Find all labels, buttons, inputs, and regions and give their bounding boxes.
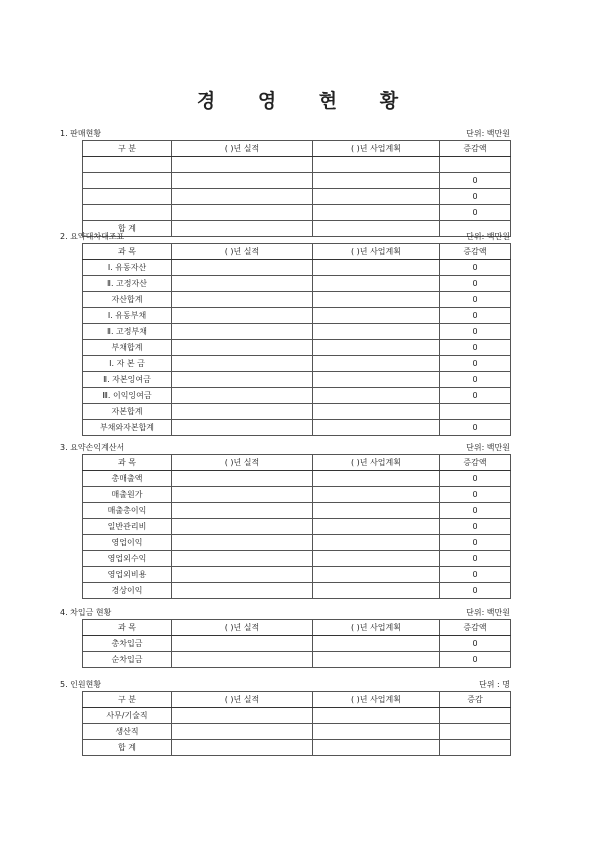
diff-cell: 0: [440, 551, 511, 567]
diff-cell: 0: [440, 292, 511, 308]
column-header: 구 분: [83, 692, 172, 708]
plan-cell[interactable]: [313, 276, 440, 292]
table-row: [83, 740, 511, 756]
actual-cell[interactable]: [172, 535, 313, 551]
row-label: 영업외수익: [83, 551, 172, 567]
plan-cell[interactable]: [313, 173, 440, 189]
row-label: 총차입금: [83, 636, 172, 652]
column-header: 과 목: [83, 620, 172, 636]
table-row: [83, 189, 511, 205]
table-row: [83, 157, 511, 173]
column-header: ( )년 실적: [172, 141, 313, 157]
actual-cell[interactable]: [172, 372, 313, 388]
diff-cell: [440, 724, 511, 740]
row-label: 매출총이익: [83, 503, 172, 519]
actual-cell[interactable]: [172, 567, 313, 583]
table-row: [83, 503, 511, 519]
plan-cell[interactable]: [313, 420, 440, 436]
table-row: [83, 487, 511, 503]
row-label: [83, 173, 172, 189]
actual-cell[interactable]: [172, 173, 313, 189]
table-row: [83, 551, 511, 567]
table-row: [83, 356, 511, 372]
plan-cell[interactable]: [313, 724, 440, 740]
plan-cell[interactable]: [313, 519, 440, 535]
section-unit: 단위: 백만원: [466, 129, 510, 138]
column-header: ( )년 사업계획: [313, 455, 440, 471]
section-title: 4. 차입금 현황: [60, 608, 112, 617]
table-header-row: [83, 620, 511, 636]
section-title: 2. 요약대차대조표: [60, 232, 125, 241]
table-header-row: [83, 141, 511, 157]
diff-cell: 0: [440, 487, 511, 503]
plan-cell[interactable]: [313, 260, 440, 276]
borrowings-status-table: [82, 619, 511, 668]
section-header: [60, 230, 510, 243]
plan-cell[interactable]: [313, 708, 440, 724]
diff-cell: 0: [440, 503, 511, 519]
table-row: [83, 388, 511, 404]
table-row: [83, 173, 511, 189]
column-header: 증감액: [440, 455, 511, 471]
diff-cell: 0: [440, 583, 511, 599]
row-label: 순차입금: [83, 652, 172, 668]
diff-cell: 0: [440, 388, 511, 404]
row-label: [83, 189, 172, 205]
plan-cell[interactable]: [313, 636, 440, 652]
table-header-row: [83, 455, 511, 471]
actual-cell[interactable]: [172, 189, 313, 205]
row-label: 총매출액: [83, 471, 172, 487]
diff-cell: [440, 157, 511, 173]
column-header: ( )년 사업계획: [313, 620, 440, 636]
diff-cell: [440, 708, 511, 724]
section-title: 5. 인원현황: [60, 680, 102, 689]
diff-cell: 0: [440, 189, 511, 205]
personnel-status-table: [82, 691, 511, 756]
actual-cell[interactable]: [172, 471, 313, 487]
column-header: ( )년 실적: [172, 455, 313, 471]
row-label: 부채와자본합계: [83, 420, 172, 436]
table-row: [83, 292, 511, 308]
row-label: 합 계: [83, 740, 172, 756]
diff-cell: 0: [440, 636, 511, 652]
plan-cell[interactable]: [313, 356, 440, 372]
actual-cell[interactable]: [172, 324, 313, 340]
row-label: 합 계: [83, 221, 172, 237]
section-unit: 단위: 백만원: [466, 443, 510, 452]
actual-cell[interactable]: [172, 356, 313, 372]
plan-cell[interactable]: [313, 205, 440, 221]
column-header: ( )년 실적: [172, 244, 313, 260]
row-label: [83, 157, 172, 173]
actual-cell[interactable]: [172, 157, 313, 173]
plan-cell[interactable]: [313, 372, 440, 388]
table-row: [83, 636, 511, 652]
row-label: 자본합계: [83, 404, 172, 420]
actual-cell[interactable]: [172, 503, 313, 519]
diff-cell: 0: [440, 260, 511, 276]
diff-cell: 0: [440, 308, 511, 324]
table-row: [83, 567, 511, 583]
plan-cell[interactable]: [313, 567, 440, 583]
table-row: [83, 708, 511, 724]
actual-cell[interactable]: [172, 652, 313, 668]
actual-cell[interactable]: [172, 260, 313, 276]
plan-cell[interactable]: [313, 292, 440, 308]
plan-cell[interactable]: [313, 535, 440, 551]
plan-cell[interactable]: [313, 652, 440, 668]
actual-cell[interactable]: [172, 404, 313, 420]
actual-cell[interactable]: [172, 551, 313, 567]
actual-cell[interactable]: [172, 420, 313, 436]
diff-cell: 0: [440, 535, 511, 551]
table-row: [83, 519, 511, 535]
section-unit: 단위: 백만원: [466, 608, 510, 617]
plan-cell[interactable]: [313, 487, 440, 503]
section-title: 3. 요약손익계산서: [60, 443, 125, 452]
actual-cell[interactable]: [172, 519, 313, 535]
diff-cell: 0: [440, 652, 511, 668]
table-row: [83, 652, 511, 668]
actual-cell[interactable]: [172, 740, 313, 756]
column-header: ( )년 사업계획: [313, 692, 440, 708]
plan-cell[interactable]: [313, 189, 440, 205]
table-row: [83, 583, 511, 599]
diff-cell: [440, 404, 511, 420]
plan-cell[interactable]: [313, 404, 440, 420]
table-row: [83, 535, 511, 551]
plan-cell[interactable]: [313, 157, 440, 173]
plan-cell[interactable]: [313, 324, 440, 340]
row-label: Ⅱ. 고정부채: [83, 324, 172, 340]
column-header: 과 목: [83, 244, 172, 260]
table-row: [83, 324, 511, 340]
actual-cell[interactable]: [172, 708, 313, 724]
section-header: [60, 127, 510, 140]
balance-sheet-section: [60, 230, 510, 436]
actual-cell[interactable]: [172, 308, 313, 324]
row-label: 부채합계: [83, 340, 172, 356]
table-row: [83, 205, 511, 221]
diff-cell: 0: [440, 519, 511, 535]
section-header: [60, 441, 510, 454]
column-header: 증감액: [440, 244, 511, 260]
diff-cell: 0: [440, 372, 511, 388]
row-label: 영업이익: [83, 535, 172, 551]
table-row: [83, 724, 511, 740]
personnel-status-section: [60, 678, 510, 756]
section-unit: 단위 : 명: [479, 680, 510, 689]
column-header: ( )년 사업계획: [313, 244, 440, 260]
diff-cell: 0: [440, 567, 511, 583]
plan-cell[interactable]: [313, 503, 440, 519]
balance-sheet-table: [82, 243, 511, 436]
row-label: 매출원가: [83, 487, 172, 503]
table-row: [83, 340, 511, 356]
table-row: [83, 372, 511, 388]
plan-cell[interactable]: [313, 471, 440, 487]
income-statement-section: [60, 441, 510, 599]
borrowings-status-section: [60, 606, 510, 668]
diff-cell: 0: [440, 276, 511, 292]
plan-cell[interactable]: [313, 583, 440, 599]
actual-cell[interactable]: [172, 292, 313, 308]
row-label: Ⅰ. 유동부채: [83, 308, 172, 324]
row-label: Ⅱ. 고정자산: [83, 276, 172, 292]
row-label: Ⅲ. 이익잉여금: [83, 388, 172, 404]
diff-cell: 0: [440, 471, 511, 487]
section-unit: 단위: 백만원: [466, 232, 510, 241]
actual-cell[interactable]: [172, 276, 313, 292]
table-row: [83, 420, 511, 436]
sales-status-table: [82, 140, 511, 237]
table-row: [83, 276, 511, 292]
column-header: ( )년 사업계획: [313, 141, 440, 157]
diff-cell: [440, 740, 511, 756]
actual-cell[interactable]: [172, 388, 313, 404]
actual-cell[interactable]: [172, 487, 313, 503]
diff-cell: 0: [440, 340, 511, 356]
column-header: 증감액: [440, 141, 511, 157]
section-title: 1. 판매현황: [60, 129, 102, 138]
plan-cell[interactable]: [313, 740, 440, 756]
row-label: [83, 205, 172, 221]
column-header: 증감: [440, 692, 511, 708]
column-header: ( )년 실적: [172, 620, 313, 636]
row-label: Ⅱ. 자본잉여금: [83, 372, 172, 388]
column-header: ( )년 실적: [172, 692, 313, 708]
row-label: Ⅰ. 자 본 금: [83, 356, 172, 372]
sales-status-section: [60, 127, 510, 237]
actual-cell[interactable]: [172, 724, 313, 740]
row-label: 생산직: [83, 724, 172, 740]
actual-cell[interactable]: [172, 636, 313, 652]
section-header: [60, 678, 510, 691]
diff-cell: 0: [440, 324, 511, 340]
plan-cell[interactable]: [313, 308, 440, 324]
actual-cell[interactable]: [172, 583, 313, 599]
row-label: 사무/기술직: [83, 708, 172, 724]
diff-cell: 0: [440, 205, 511, 221]
plan-cell[interactable]: [313, 551, 440, 567]
diff-cell: 0: [440, 173, 511, 189]
row-label: Ⅰ. 유동자산: [83, 260, 172, 276]
column-header: 과 목: [83, 455, 172, 471]
table-row: [83, 471, 511, 487]
actual-cell[interactable]: [172, 205, 313, 221]
table-row: [83, 308, 511, 324]
row-label: 경상이익: [83, 583, 172, 599]
column-header: 구 분: [83, 141, 172, 157]
plan-cell[interactable]: [313, 340, 440, 356]
row-label: 일반관리비: [83, 519, 172, 535]
table-header-row: [83, 244, 511, 260]
plan-cell[interactable]: [313, 388, 440, 404]
diff-cell: 0: [440, 420, 511, 436]
row-label: 영업외비용: [83, 567, 172, 583]
table-row: [83, 260, 511, 276]
diff-cell: 0: [440, 356, 511, 372]
column-header: 증감액: [440, 620, 511, 636]
table-row: [83, 404, 511, 420]
row-label: 자산합계: [83, 292, 172, 308]
page-title: 경 영 현 황: [196, 90, 417, 112]
income-statement-table: [82, 454, 511, 599]
actual-cell[interactable]: [172, 340, 313, 356]
section-header: [60, 606, 510, 619]
table-header-row: [83, 692, 511, 708]
